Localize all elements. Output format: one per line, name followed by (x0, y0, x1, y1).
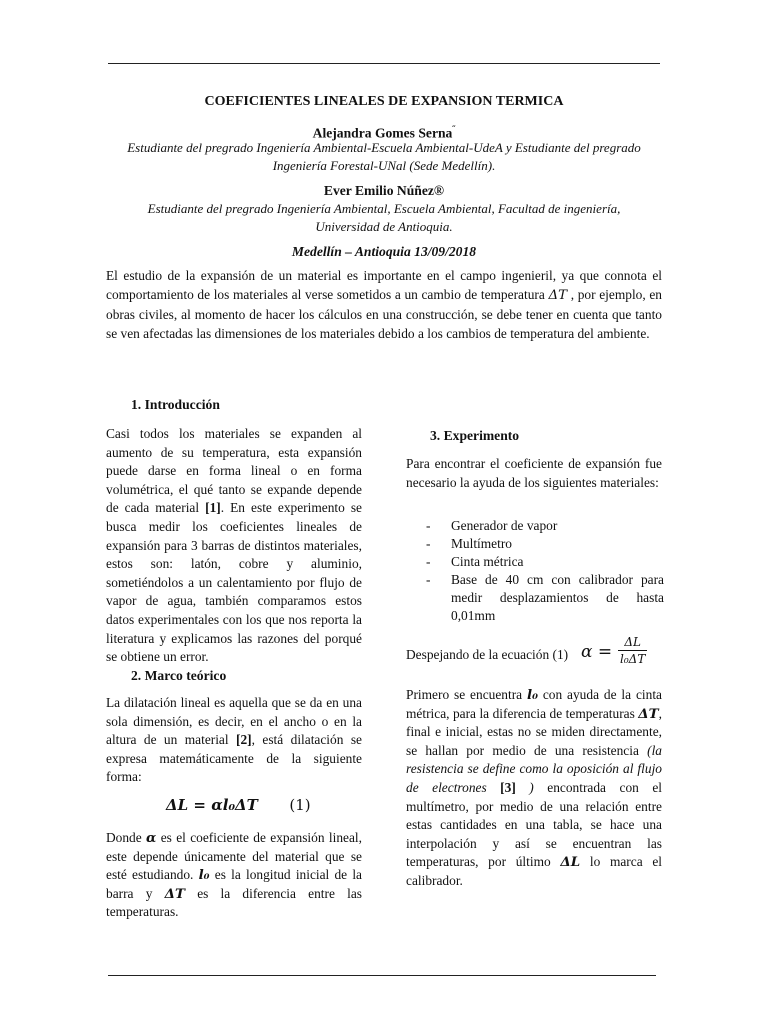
donde-3: es la longitud inicial de la barra y (106, 867, 362, 901)
s3-p1: Primero se encuentra (406, 687, 527, 702)
equation-1-number: (1) (289, 796, 311, 814)
affiliation-2-line2: Universidad de Antioquia. (315, 219, 453, 234)
section-2-text2: , está dilatación se expresa matemáticamente de la siguiente forma: (106, 732, 362, 785)
donde-alpha: α (146, 830, 157, 846)
top-rule (108, 63, 660, 64)
section-3-heading: 3. Experimento (430, 428, 520, 443)
donde-1: Donde (106, 830, 147, 845)
s3-p2: con ayuda de la cinta métrica, para la diferencia de temperaturas (406, 687, 662, 721)
section-2-ref: [2] (236, 732, 252, 748)
alpha-equals: α = (581, 642, 613, 662)
section-3-body (406, 686, 662, 891)
s3-italic: (la resistencia se define como la oposición al flujo de electrones (406, 742, 662, 795)
paper-title: COEFICIENTES LINEALES DE EXPANSION TERMICA (204, 94, 564, 109)
list-item (426, 553, 664, 571)
s3-p4: encontrada con el multímetro, por medio de una relación entre estas cantidades en una tabla, se hace una interpolación y así se encuentran las temperaturas, por último (406, 779, 662, 870)
section-2-donde (106, 829, 362, 922)
section-1-heading: 1. Introducción (131, 397, 220, 412)
s3-delta-t: ΔT (638, 705, 659, 722)
affiliation-2 (100, 200, 668, 236)
list-item-text: Base de 40 cm con calibrador para medir desplazamientos de hasta 0,01mm (451, 572, 664, 623)
list-bullet: - (426, 518, 431, 533)
affiliation-1 (100, 139, 668, 175)
abstract-delta-t: ΔT (548, 288, 568, 303)
list-item (426, 571, 664, 625)
section-2-heading: 2. Marco teórico (131, 668, 227, 683)
alpha-fraction (618, 634, 647, 667)
list-bullet: - (426, 536, 431, 551)
author-1-name: Alejandra Gomes Serna (312, 125, 453, 141)
fraction-denominator: l₀ΔT (620, 652, 646, 666)
author-1-mark: ˝ (452, 124, 456, 134)
affiliation-1-line1: Estudiante del pregrado Ingeniería Ambiental-Escuela Ambiental-UdeA y Estudiante del pregrado (127, 140, 641, 155)
section-1-text1: Casi todos los materiales se expanden al aumento de su temperatura, esta expansión puede darse en forma lineal o en forma volumétrica, el qué tanto se expande depende de cada material (106, 426, 362, 516)
list-item-text: Multímetro (451, 536, 512, 551)
abstract (106, 266, 662, 343)
list-item (426, 517, 664, 535)
list-item (426, 535, 664, 553)
donde-2: es el coeficiente de expansión lineal, este depende únicamente del material que se esté estudiando. (106, 830, 362, 883)
section-1-text2: . En este experimento se busca medir los coeficientes lineales de expansión para 3 barras de distintos materiales, estos son: latón, cobre y aluminio, sometiéndolos a un calentamiento por flujo de vapor de agua, también comparamos estos datos experimentales con los que nos reporta la literatura y explicamos las razones del porqué se obtiene un error. (106, 500, 362, 665)
list-item-text: Cinta métrica (451, 554, 524, 569)
s3-ref: [3] (500, 779, 516, 795)
equation-1-body: ΔL = αl₀ΔT (166, 796, 258, 814)
affiliation-1-line2: Ingeniería Forestal-UNal (Sede Medellín). (272, 158, 496, 173)
s3-l0: l₀ (526, 687, 538, 703)
donde-delta-t: ΔT (164, 885, 185, 902)
s3-italic-end: ) (515, 779, 534, 795)
section-1-text (106, 425, 362, 667)
abstract-part1: El estudio de la expansión de un material es importante en el campo ingenieril, ya que connota el comportamiento de los materiales al verse sometidos a un cambio de temperatura (106, 268, 662, 302)
bottom-rule (108, 975, 656, 976)
section-2-text1: La dilatación lineal es aquella que se da en una sola dimensión, es decir, en el ancho o en la altura de un material (106, 695, 362, 748)
affiliation-2-line1: Estudiante del pregrado Ingeniería Ambiental, Escuela Ambiental, Facultad de ingeniería, (147, 201, 621, 216)
alpha-equation-row (406, 634, 666, 674)
list-item-text: Generador de vapor (451, 518, 558, 533)
author-2: Ever Emilio Núñez® (323, 183, 445, 198)
despejando-text: Despejando de la ecuación (1) (406, 647, 569, 662)
section-2-text (106, 694, 362, 787)
abstract-part2: , por ejemplo, en obras civiles, al momento de hacer los cálculos en una construcción, se debe tener en cuenta que tanto se ven afectadas las dimensiones de los materiales debido a los cambios de temperatura del ambiente. (106, 287, 662, 341)
list-bullet: - (426, 554, 431, 569)
donde-l0: l₀ (198, 867, 210, 884)
section-1-ref: [1] (205, 500, 221, 516)
materials-list (426, 517, 664, 625)
equation-1 (166, 796, 311, 814)
fraction-numerator: ΔL (618, 634, 647, 651)
place-date: Medellín – Antioquia 13/09/2018 (291, 244, 477, 259)
list-bullet: - (426, 572, 431, 587)
donde-4: es la diferencia entre las temperaturas. (106, 885, 362, 920)
s3-p5: lo marca el calibrador. (406, 854, 662, 888)
s3-delta-l: ΔL (560, 854, 581, 871)
section-3-intro: Para encontrar el coeficiente de expansión fue necesario la ayuda de los siguientes materiales: (406, 456, 662, 490)
s3-p3: , final e inicial, estas no se miden directamente, se hallan por medio de una resistencia (406, 705, 662, 758)
